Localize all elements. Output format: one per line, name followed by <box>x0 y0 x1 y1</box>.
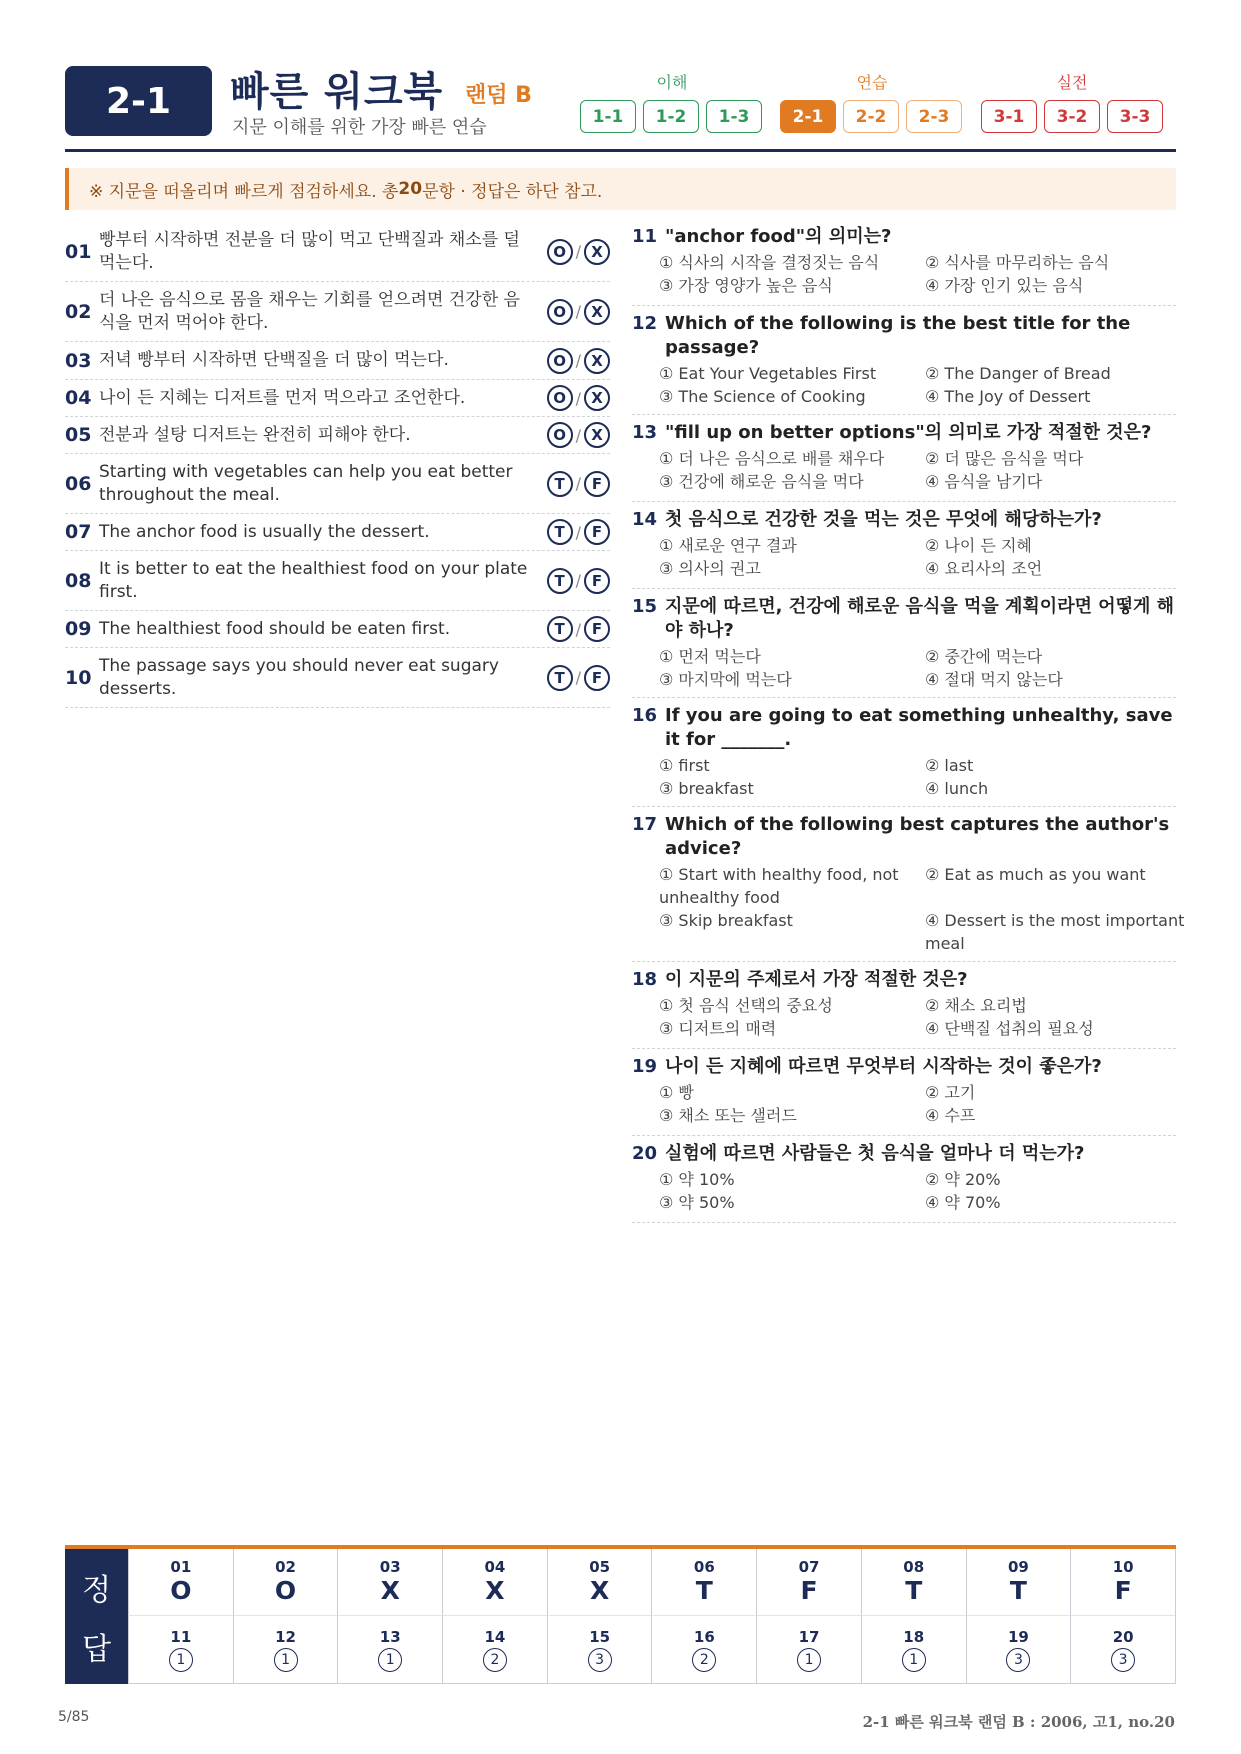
answer-choice: 3 <box>1111 1648 1135 1672</box>
answer-cell <box>233 1549 338 1616</box>
page-title: 빠른 워크북 <box>230 69 444 115</box>
notice-prefix: ※ 지문을 떠올리며 빠르게 점검하세요. 총 <box>89 181 399 202</box>
question-text: 지문에 따르면, 건강에 해로운 음식을 먹을 계획이라면 어떻게 해야 하나? <box>665 596 1175 641</box>
option-2[interactable]: ② last <box>925 756 974 775</box>
answer-choice: 1 <box>274 1648 298 1672</box>
section-badge: 2-1 <box>65 66 212 136</box>
question-number: 06 <box>65 472 92 495</box>
option-2[interactable]: ② 더 많은 음식을 먹다 <box>925 449 1084 468</box>
answer-cell <box>337 1616 442 1683</box>
answer-cell <box>547 1616 652 1683</box>
answer-choice: 2 <box>692 1648 716 1672</box>
option-x-button[interactable]: X <box>584 422 610 448</box>
answer-cell <box>442 1549 547 1616</box>
answer-cell <box>233 1616 338 1683</box>
question-number: 13 <box>632 422 658 443</box>
question-item: 03 저녁 빵부터 시작하면 단백질을 더 많이 먹는다. O / X <box>65 342 610 380</box>
nav-button-3-2[interactable]: 3-2 <box>1044 100 1100 133</box>
question-number: 17 <box>632 814 658 835</box>
question-item: 07 The anchor food is usually the dessert. T / F <box>65 514 610 551</box>
answer-value: F <box>1114 1576 1132 1605</box>
question-text: It is better to eat the healthiest food on your plate first. <box>99 558 528 602</box>
question-text: "anchor food"의 의미는? <box>665 226 892 247</box>
answer-value: T <box>905 1576 923 1605</box>
page-subtitle: 지문 이해를 위한 가장 빠른 연습 <box>232 117 487 138</box>
question-number: 11 <box>632 226 658 247</box>
option-3[interactable]: ③ 마지막에 먹는다 <box>659 670 792 689</box>
option-1[interactable]: ① 빵 <box>659 1083 694 1102</box>
answer-number: 10 <box>1112 1558 1134 1576</box>
question-text: The anchor food is usually the dessert. <box>99 521 430 542</box>
mc-question <box>632 312 1176 415</box>
mc-question <box>632 595 1176 698</box>
answer-cell <box>651 1549 756 1616</box>
answer-choice: 3 <box>588 1648 612 1672</box>
answer-choice: 1 <box>902 1648 926 1672</box>
answer-cell <box>651 1616 756 1683</box>
answer-number: 01 <box>170 1558 192 1576</box>
title-tag: 랜덤 B <box>465 83 532 108</box>
answer-number: 07 <box>798 1558 820 1576</box>
answer-cell <box>966 1549 1071 1616</box>
option-1[interactable]: ① Eat Your Vegetables First <box>659 364 877 383</box>
answer-number: 06 <box>693 1558 715 1576</box>
option-1[interactable]: ① 먼저 먹는다 <box>659 647 761 666</box>
answer-number: 08 <box>903 1558 925 1576</box>
answer-number: 13 <box>379 1627 401 1646</box>
option-2[interactable]: ② 약 20% <box>925 1170 1001 1189</box>
mc-question <box>632 1055 1176 1136</box>
question-item: 09 The healthiest food should be eaten first. T / F <box>65 611 610 648</box>
mc-question <box>632 813 1185 962</box>
notice-banner <box>65 168 1176 210</box>
option-t-button[interactable]: T <box>547 568 573 594</box>
answer-number: 12 <box>275 1627 296 1646</box>
option-f-button[interactable]: F <box>584 616 610 642</box>
answer-cell <box>547 1549 652 1616</box>
page-number: 5/85 <box>58 1709 90 1725</box>
option-4[interactable]: ④ 가장 인기 있는 음식 <box>925 276 1084 295</box>
mc-question <box>632 968 1176 1049</box>
answer-cell <box>756 1616 861 1683</box>
question-text: 실험에 따르면 사람들은 첫 음식을 얼마나 더 먹는가? <box>665 1143 1085 1164</box>
answer-number: 09 <box>1008 1558 1029 1576</box>
question-number: 14 <box>632 509 658 530</box>
option-3[interactable]: ③ 약 50% <box>659 1193 735 1212</box>
question-text: Which of the following is the best title for the passage? <box>665 313 1131 358</box>
option-3[interactable]: ③ 건강에 해로운 음식을 먹다 <box>659 472 864 491</box>
answer-cell <box>337 1549 442 1616</box>
answer-choice: 1 <box>169 1648 193 1672</box>
answer-choice: 1 <box>797 1648 821 1672</box>
option-f-button[interactable]: F <box>584 665 610 691</box>
option-2[interactable]: ② 나이 든 지혜 <box>925 536 1032 555</box>
option-1[interactable]: ① Start with healthy food, not unhealthy food <box>659 865 899 907</box>
answer-value: T <box>1009 1576 1027 1605</box>
question-number: 03 <box>65 349 92 372</box>
option-x-button[interactable]: X <box>584 348 610 374</box>
option-3[interactable]: ③ Skip breakfast <box>659 911 793 930</box>
option-2[interactable]: ② The Danger of Bread <box>925 364 1111 383</box>
option-3[interactable]: ③ 의사의 권고 <box>659 559 761 578</box>
question-number: 18 <box>632 969 658 990</box>
option-x-button[interactable]: X <box>584 239 610 265</box>
question-text: If you are going to eat something unhealthy, save it for _______. <box>665 705 1173 750</box>
question-text: Starting with vegetables can help you eat better throughout the meal. <box>99 461 513 505</box>
question-number: 10 <box>65 666 92 689</box>
option-1[interactable]: ① 식사의 시작을 결정짓는 음식 <box>659 253 880 272</box>
question-number: 04 <box>65 387 92 409</box>
option-1[interactable]: ① first <box>659 756 710 775</box>
answer-number: 19 <box>1008 1627 1029 1646</box>
question-number: 02 <box>65 300 92 323</box>
answer-number: 15 <box>589 1627 611 1646</box>
option-o-button[interactable]: O <box>547 239 573 265</box>
option-3[interactable]: ③ 채소 또는 샐러드 <box>659 1106 797 1125</box>
answer-cell <box>861 1616 966 1683</box>
option-f-button[interactable]: F <box>584 568 610 594</box>
group-label-real: 실전 <box>1056 73 1088 92</box>
option-2[interactable]: ② 고기 <box>925 1083 976 1102</box>
mc-question <box>632 225 1176 306</box>
answer-number: 02 <box>275 1558 296 1576</box>
option-3[interactable]: ③ 가장 영양가 높은 음식 <box>659 276 833 295</box>
option-x-button[interactable]: X <box>584 299 610 325</box>
option-2[interactable]: ② 중간에 먹는다 <box>925 647 1043 666</box>
option-4[interactable]: ④ 수프 <box>925 1106 976 1125</box>
question-number: 05 <box>65 424 92 446</box>
answer-number: 14 <box>484 1627 506 1646</box>
answer-cell <box>1070 1616 1175 1683</box>
option-2[interactable]: ② Eat as much as you want <box>925 865 1146 884</box>
nav-button-3-1[interactable]: 3-1 <box>981 100 1037 133</box>
question-number: 09 <box>65 618 92 640</box>
question-text: 전분과 설탕 디저트는 완전히 피해야 한다. <box>99 424 411 445</box>
option-4[interactable]: ④ 약 70% <box>925 1193 1001 1212</box>
question-item: 10 The passage says you should never eat sugary desserts. T / F <box>65 648 610 708</box>
option-1[interactable]: ① 첫 음식 선택의 중요성 <box>659 996 833 1015</box>
question-text: 나이 든 지혜는 디저트를 먼저 먹으라고 조언한다. <box>99 387 466 408</box>
option-o-button[interactable]: O <box>547 385 573 411</box>
footer-source: 2-1 빠른 워크북 랜덤 B : 2006, 고1, no.20 <box>862 1713 1175 1731</box>
notice-suffix: 문항 · 정답은 하단 참고. <box>422 181 603 202</box>
nav-button-2-3[interactable]: 2-3 <box>906 100 962 133</box>
option-t-button[interactable]: T <box>547 519 573 545</box>
option-3[interactable]: ③ breakfast <box>659 779 754 798</box>
answer-key-label <box>65 1549 128 1684</box>
question-number: 08 <box>65 569 92 592</box>
question-item: 05 전분과 설탕 디저트는 완전히 피해야 한다. O / X <box>65 417 610 454</box>
option-4[interactable]: ④ 요리사의 조언 <box>925 559 1043 578</box>
answer-cell <box>442 1616 547 1683</box>
answer-value: X <box>380 1576 400 1605</box>
answer-label-bottom: 답 <box>82 1632 111 1668</box>
question-item: 02 더 나은 음식으로 몸을 채우는 기회를 얻으려면 건강한 음식을 먼저 먹어야 한다. O / X <box>65 282 610 342</box>
group-label-understand: 이해 <box>656 73 688 92</box>
answer-number: 04 <box>484 1558 506 1576</box>
answer-cell <box>861 1549 966 1616</box>
question-item: 06 Starting with vegetables can help you eat better throughout the meal. T / F <box>65 454 610 514</box>
question-number: 19 <box>632 1056 658 1077</box>
question-text: The healthiest food should be eaten first. <box>99 618 451 639</box>
option-o-button[interactable]: O <box>547 422 573 448</box>
answer-choice: 1 <box>378 1648 402 1672</box>
nav-button-1-3[interactable]: 1-3 <box>706 100 762 133</box>
answer-value: O <box>170 1576 192 1605</box>
answer-value: X <box>485 1576 505 1605</box>
option-2[interactable]: ② 식사를 마무리하는 음식 <box>925 253 1110 272</box>
question-item: 01 빵부터 시작하면 전분을 더 많이 먹고 단백질과 채소를 덜 먹는다. O / X <box>65 222 610 282</box>
option-3[interactable]: ③ 디저트의 매력 <box>659 1019 777 1038</box>
question-number: 01 <box>65 240 92 263</box>
answer-cell <box>1070 1549 1175 1616</box>
option-4[interactable]: ④ The Joy of Dessert <box>925 387 1091 406</box>
nav-button-2-2[interactable]: 2-2 <box>843 100 899 133</box>
mc-question <box>632 1142 1176 1223</box>
answer-choice: 2 <box>483 1648 507 1672</box>
answer-cell <box>966 1616 1071 1683</box>
option-2[interactable]: ② 채소 요리법 <box>925 996 1027 1015</box>
answer-value: T <box>695 1576 713 1605</box>
answer-cell <box>128 1616 233 1683</box>
nav-button-3-3[interactable]: 3-3 <box>1107 100 1163 133</box>
answer-number: 18 <box>903 1627 925 1646</box>
option-f-button[interactable]: F <box>584 519 610 545</box>
answer-number: 03 <box>379 1558 401 1576</box>
answer-label-top: 정 <box>82 1572 111 1608</box>
option-4[interactable]: ④ 음식을 남기다 <box>925 472 1043 491</box>
mc-question <box>632 704 1176 807</box>
mc-question <box>632 421 1176 502</box>
option-4[interactable]: ④ Dessert is the most important meal <box>925 911 1185 953</box>
answer-value: F <box>800 1576 818 1605</box>
question-text: Which of the following best captures the author's advice? <box>665 814 1170 859</box>
answer-number: 17 <box>798 1627 820 1646</box>
answer-key-table <box>128 1549 1176 1684</box>
answer-cell <box>128 1549 233 1616</box>
option-3[interactable]: ③ The Science of Cooking <box>659 387 866 406</box>
option-t-button[interactable]: T <box>547 665 573 691</box>
answer-number: 20 <box>1112 1627 1134 1646</box>
answer-number: 11 <box>170 1627 192 1646</box>
option-o-button[interactable]: O <box>547 299 573 325</box>
question-text: "fill up on better options"의 의미로 가장 적절한 것은? <box>665 422 1152 443</box>
question-number: 15 <box>632 596 658 617</box>
question-text: 나이 든 지혜에 따르면 무엇부터 시작하는 것이 좋은가? <box>665 1056 1102 1077</box>
question-text: The passage says you should never eat sugary desserts. <box>99 655 499 699</box>
option-t-button[interactable]: T <box>547 471 573 497</box>
answer-number: 16 <box>693 1627 715 1646</box>
option-o-button[interactable]: O <box>547 348 573 374</box>
option-t-button[interactable]: T <box>547 616 573 642</box>
option-1[interactable]: ① 약 10% <box>659 1170 735 1189</box>
option-f-button[interactable]: F <box>584 471 610 497</box>
answer-value: O <box>274 1576 297 1605</box>
question-text: 빵부터 시작하면 전분을 더 많이 먹고 단백질과 채소를 덜 먹는다. <box>99 229 520 273</box>
question-number: 20 <box>632 1143 658 1164</box>
notice-count: 20 <box>398 179 423 199</box>
answer-value: X <box>590 1576 610 1605</box>
option-4[interactable]: ④ lunch <box>925 779 989 798</box>
nav-button-1-1[interactable]: 1-1 <box>580 100 636 133</box>
header-divider <box>65 149 1176 152</box>
question-item: 04 나이 든 지혜는 디저트를 먼저 먹으라고 조언한다. O / X <box>65 380 610 417</box>
question-text: 첫 음식으로 건강한 것을 먹는 것은 무엇에 해당하는가? <box>665 509 1102 530</box>
option-1[interactable]: ① 더 나은 음식으로 배를 채우다 <box>659 449 885 468</box>
question-number: 12 <box>632 313 658 334</box>
group-label-practice: 연습 <box>856 73 888 92</box>
question-number: 07 <box>65 521 92 543</box>
question-number: 16 <box>632 705 658 726</box>
option-4[interactable]: ④ 절대 먹지 않는다 <box>925 670 1063 689</box>
nav-button-2-1-active[interactable]: 2-1 <box>780 100 836 133</box>
answer-number: 05 <box>589 1558 611 1576</box>
option-x-button[interactable]: X <box>584 385 610 411</box>
mc-question <box>632 508 1176 589</box>
option-1[interactable]: ① 새로운 연구 결과 <box>659 536 797 555</box>
answer-choice: 3 <box>1006 1648 1030 1672</box>
question-text: 저녁 빵부터 시작하면 단백질을 더 많이 먹는다. <box>99 350 449 370</box>
nav-button-1-2[interactable]: 1-2 <box>643 100 699 133</box>
answer-cell <box>756 1549 861 1616</box>
question-text: 더 나은 음식으로 몸을 채우는 기회를 얻으려면 건강한 음식을 먼저 먹어야 한다. <box>99 289 520 333</box>
question-text: 이 지문의 주제로서 가장 적절한 것은? <box>665 969 968 990</box>
option-4[interactable]: ④ 단백질 섭취의 필요성 <box>925 1019 1094 1038</box>
question-item: 08 It is better to eat the healthiest food on your plate first. T / F <box>65 551 610 611</box>
